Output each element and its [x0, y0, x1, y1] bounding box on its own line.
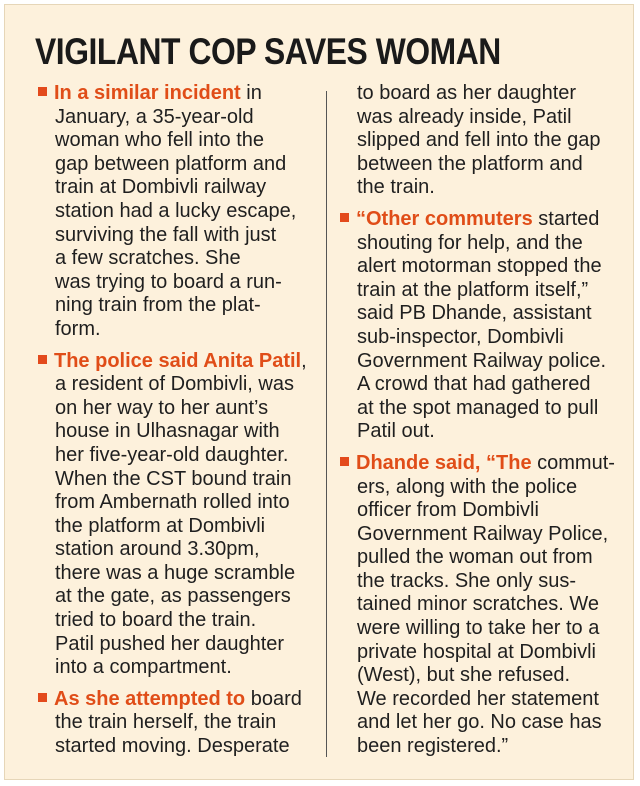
body-line: woman who fell into the [55, 129, 265, 152]
body-line: was already inside, Patil [357, 105, 572, 128]
body-line: the train herself, the train [55, 711, 277, 734]
body-line: started moving. Desperate [55, 735, 290, 758]
body-line: officer from Dombivli [357, 499, 539, 522]
body-line: sub-inspector, Dombivli [357, 325, 564, 348]
body-text: , [301, 349, 307, 372]
body-line: tained minor scratches. We [357, 593, 599, 616]
body-line: station around 3.30pm, [55, 538, 260, 561]
body-text: in [240, 82, 262, 104]
right-column [339, 82, 625, 767]
bullet-square-icon [340, 457, 349, 466]
body-line: alert motorman stopped the [357, 255, 602, 278]
bullet-square-icon [38, 87, 47, 96]
paragraph-3 [37, 688, 313, 759]
lead-in: “Other commuters [356, 207, 533, 230]
lead-in: Dhande said, “The [356, 451, 532, 474]
paragraph-first-line [37, 688, 313, 712]
body-line: into a compartment. [55, 656, 232, 679]
body-line: shouting for help, and the [357, 231, 583, 254]
lead-in: As she attempted to [54, 687, 246, 710]
body-text: started [532, 207, 600, 230]
paragraph-1 [37, 82, 313, 342]
body-line: We recorded her statement [357, 687, 599, 710]
body-line: form. [55, 317, 101, 340]
body-line: the tracks. She only sus- [357, 569, 576, 592]
paragraph-2 [37, 350, 313, 680]
body-line: pulled the woman out from [357, 546, 593, 569]
body-line: at the gate, as passengers [55, 585, 291, 608]
paragraph-first-line [339, 452, 625, 476]
body-line: to board as her daughter [357, 82, 577, 104]
left-column [37, 82, 313, 767]
body-text: commut- [531, 451, 615, 474]
body-line: and let her go. No case has [357, 711, 602, 734]
body-line: there was a huge scramble [55, 561, 296, 584]
body-line: at the spot managed to pull [357, 396, 599, 419]
body-line: was trying to board a run- [55, 270, 282, 293]
body-line: When the CST bound train [55, 467, 292, 490]
body-line: Patil pushed her daughter [55, 632, 285, 655]
body-line: January, a 35-year-old [55, 105, 254, 128]
headline: VIGILANT COP SAVES WOMAN [35, 31, 501, 72]
body-line: train at the platform itself,” [357, 278, 589, 301]
body-line: surviving the fall with just [55, 223, 277, 246]
bullet-square-icon [38, 355, 47, 364]
body-line: from Ambernath rolled into [55, 491, 290, 514]
body-line: Government Railway police. [357, 349, 606, 372]
paragraph-first-line [37, 350, 313, 374]
lead-in: In a similar incident [54, 82, 241, 104]
body-line: ers, along with the police [357, 475, 578, 498]
body-line: gap between platform and [55, 152, 287, 175]
body-line: A crowd that had gathered [357, 373, 591, 396]
body-line: said PB Dhande, assistant [357, 302, 592, 325]
paragraph-first-line [37, 82, 313, 106]
article-box [4, 4, 634, 780]
body-line: her five-year-old daughter. [55, 443, 289, 466]
body-line: between the platform and [357, 152, 583, 175]
paragraph-5 [339, 208, 625, 444]
body-line: the platform at Dombivli [55, 514, 266, 537]
body-line: ning train from the plat- [55, 294, 261, 317]
body-line: Government Railway Police, [357, 522, 609, 545]
body-line: on her way to her aunt’s [55, 396, 269, 419]
body-line: been registered.” [357, 735, 509, 758]
bullet-square-icon [38, 693, 47, 702]
body-line: tried to board the train. [55, 609, 257, 632]
body-line: house in Ulhasnagar with [55, 420, 280, 443]
paragraph-4 [339, 82, 625, 200]
column-divider [326, 91, 327, 757]
body-line: were willing to take her to a [357, 617, 600, 640]
body-line: (West), but she refused. [357, 664, 571, 687]
body-line: slipped and fell into the gap [357, 129, 601, 152]
bullet-square-icon [340, 213, 349, 222]
body-line: the train. [357, 176, 435, 199]
body-text: board [245, 687, 302, 710]
body-line: a resident of Dombivli, was [55, 373, 294, 396]
lead-in: The police said Anita Patil [54, 349, 302, 372]
paragraph-first-line [339, 208, 625, 232]
body-line: Patil out. [357, 420, 435, 443]
body-line: private hospital at Dombivli [357, 640, 596, 663]
body-line: a few scratches. She [55, 247, 241, 270]
body-line: train at Dombivli railway [55, 176, 267, 199]
paragraph-6 [339, 452, 625, 759]
body-line: station had a lucky escape, [55, 199, 297, 222]
